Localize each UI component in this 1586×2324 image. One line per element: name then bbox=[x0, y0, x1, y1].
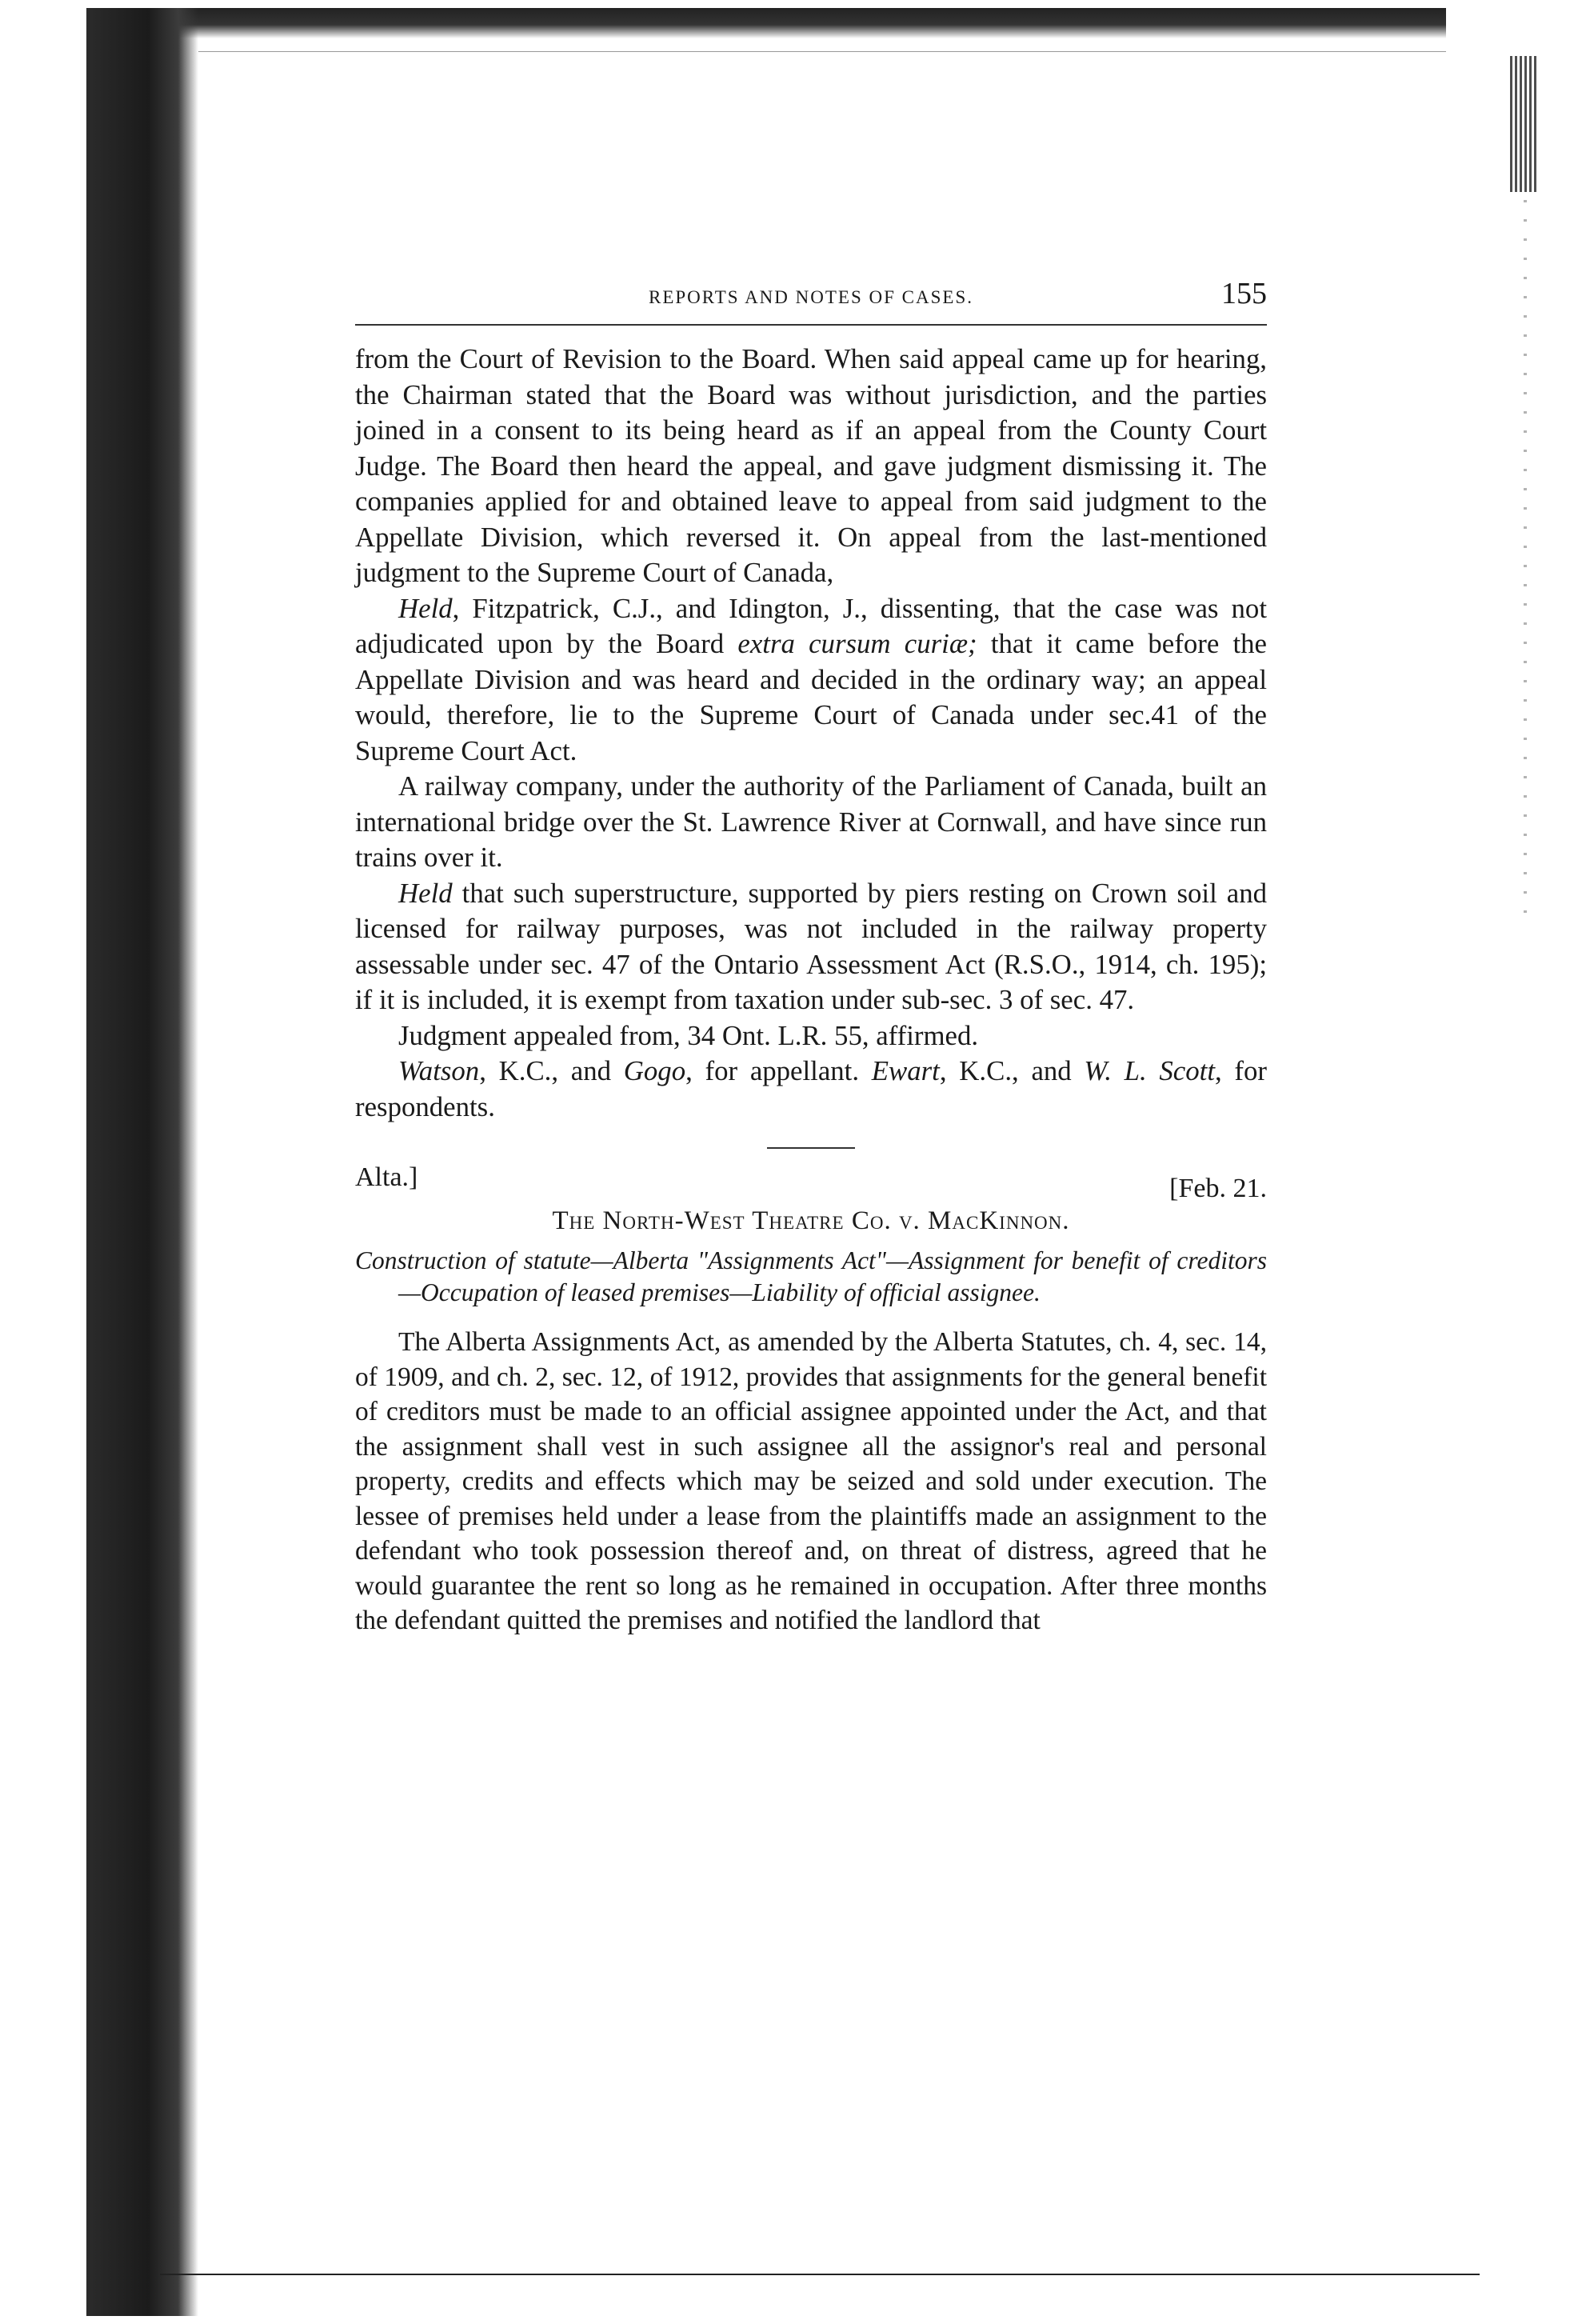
scan-top-edge bbox=[86, 8, 1446, 38]
paragraph-text: , for respondents. bbox=[355, 1055, 1267, 1122]
counsel-name: Gogo bbox=[623, 1055, 686, 1086]
scan-right-dots bbox=[1524, 200, 1527, 920]
running-title: REPORTS AND NOTES OF CASES. bbox=[649, 287, 973, 307]
counsel-name: Watson bbox=[398, 1055, 480, 1086]
book-page bbox=[355, 276, 1267, 1638]
scan-bottom-rule bbox=[160, 2274, 1480, 2275]
case-headnote: Construction of statute—Alberta "Assignments Act"—Assignment for benefit of creditors—Occupation of leased premises—Liability of official assignee. bbox=[355, 1246, 1267, 1306]
paragraph-text: , for appellant. bbox=[685, 1055, 872, 1086]
running-head bbox=[355, 276, 1267, 324]
paragraph-held-superstructure bbox=[355, 876, 1267, 1018]
paragraph-judgment-affirmed bbox=[355, 1018, 1267, 1054]
paragraph-text: from the Court of Revision to the Board. When said appeal came up for hearing, the Chairman stated that the Board was without jurisdiction, and the parties joined in a consent to its being heard as if an appeal from the County Court Judge. The Board then heard the appeal, and gave judgment dismissing it. The companies applied for and obtained leave to appeal from said judgment to the Appellate Division, which reversed it. On appeal from the last-mentioned judgment to the Supreme Court of Canada, bbox=[355, 343, 1267, 588]
paragraph-text: that such superstructure, supported by piers resting on Crown soil and licensed for railway purposes, was not included in the railway property assessable under sec. 47 of the Ontario Assessment Act (R.S.O., 1914, ch. 195); if it is included, it is exempt from taxation under sub-sec. 3 of sec. 47. bbox=[355, 877, 1267, 1015]
page-number: 155 bbox=[1221, 277, 1267, 310]
paragraph-continuation bbox=[355, 342, 1267, 591]
held-label: Held bbox=[398, 592, 453, 624]
case-title: The North-West Theatre Co. v. MacKinnon. bbox=[552, 1206, 1070, 1235]
paragraph-held-dissenting bbox=[355, 591, 1267, 770]
case-divider bbox=[767, 1147, 855, 1149]
paragraph-text: , Fitzpatrick, C.J., and Idington, J., dissenting, that the case was not adjudicated upon by the Board bbox=[355, 592, 1267, 659]
paragraph-text: A railway company, under the authority of the Parliament of Canada, built an international bridge over the St. Lawrence River at Cornwall, and have since run trains over it. bbox=[355, 770, 1267, 873]
scan-left-edge bbox=[86, 8, 198, 2316]
header-rule bbox=[355, 324, 1267, 326]
held-label: Held bbox=[398, 877, 453, 909]
paragraph-railway-bridge bbox=[355, 769, 1267, 876]
counsel-name: Ewart bbox=[871, 1055, 940, 1086]
case-province: Alta.] bbox=[355, 1162, 418, 1192]
paragraph-text: , K.C., and bbox=[939, 1055, 1085, 1086]
scan-right-strip bbox=[1510, 56, 1537, 192]
paragraph-text: that it came before the Appellate Division and was heard and decided in the ordinary way; an appeal would, therefore, lie to the Supreme Court of Canada under sec.41 of the Supreme Court Act. bbox=[355, 628, 1267, 766]
paragraph-text: Judgment appealed from, 34 Ont. L.R. 55, affirmed. bbox=[398, 1019, 979, 1051]
scan-top-rule bbox=[198, 51, 1446, 52]
latin-phrase: extra cursum curiæ; bbox=[737, 628, 977, 659]
counsel-name: W. L. Scott bbox=[1084, 1055, 1215, 1086]
paragraph-text: , K.C., and bbox=[479, 1055, 624, 1086]
paragraph-counsel bbox=[355, 1054, 1267, 1125]
paragraph-text: The Alberta Assignments Act, as amended by the Alberta Statutes, ch. 4, sec. 14, of 1909, and ch. 2, sec. 12, of 1912, provides that assignments for the general benefit of creditors must be made to an official assignee appointed under the Act, and that the assignment shall vest in such assignee all the assignor's real and personal property, credits and effects which may be seized and sold under execution. The lessee of premises held under a lease from the plaintiffs made an assignment to the defendant who took possession thereof and, on threat of distress, agreed that he would guarantee the rent so long as he remained in occupation. After three months the defendant quitted the premises and notified the landlord that bbox=[355, 1327, 1267, 1635]
paragraph-alberta-assignments bbox=[355, 1325, 1267, 1638]
case-court-date-line bbox=[355, 1162, 1267, 1205]
case-date: [Feb. 21. bbox=[1169, 1174, 1267, 1203]
